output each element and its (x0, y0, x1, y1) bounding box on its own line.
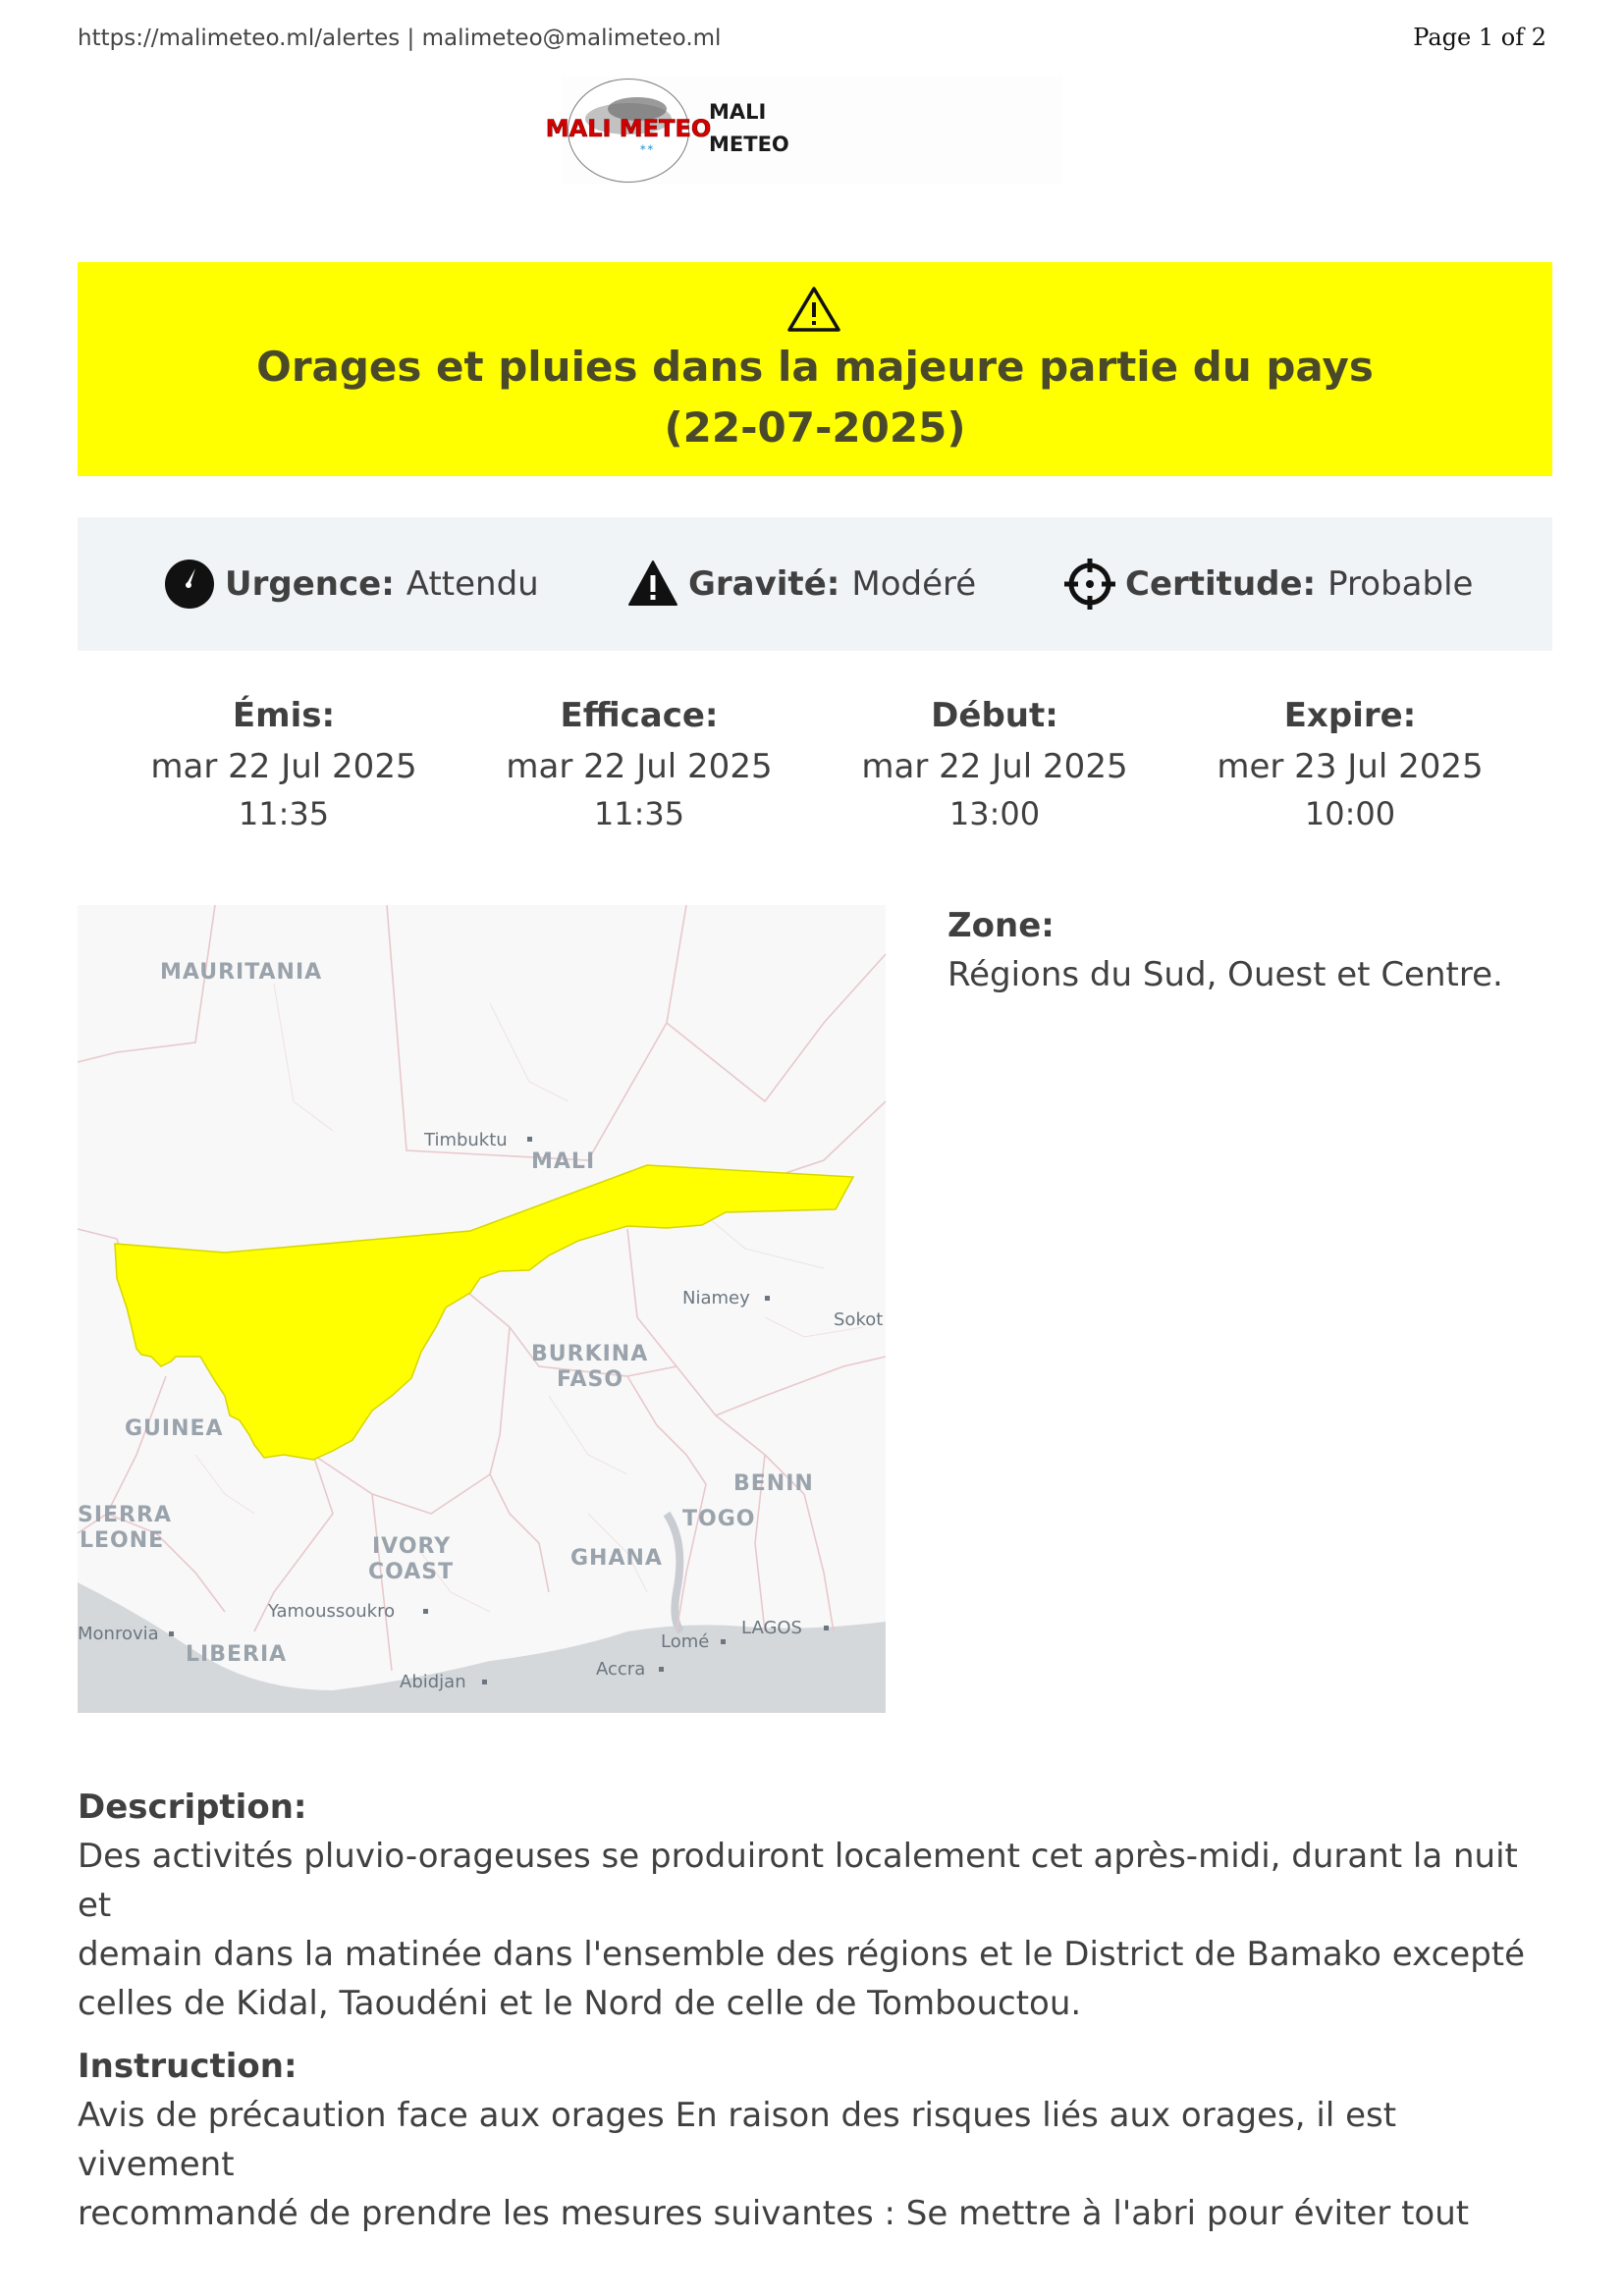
map-city-lome: Lomé (661, 1631, 710, 1652)
map-label-ivory-2: COAST (368, 1560, 455, 1584)
warning-icon (627, 559, 678, 610)
date-label: Expire: (1283, 696, 1417, 735)
severity-label: Gravité: (688, 564, 840, 604)
alert-area-polygon (115, 1165, 853, 1460)
time-value: 11:35 (593, 795, 685, 832)
map-label-benin: BENIN (733, 1471, 814, 1496)
map-label-burkina-1: BURKINA (531, 1342, 649, 1366)
map-city-sokoto: Sokot (834, 1309, 884, 1330)
map-label-togo: TOGO (682, 1507, 756, 1531)
instruction-label: Instruction: (78, 2047, 298, 2086)
map-label-sierra-1: SIERRA (78, 1503, 172, 1527)
severity-value: Modéré (851, 564, 977, 604)
map-label-ghana: GHANA (570, 1546, 663, 1571)
urgency-attribute (164, 560, 539, 609)
alert-map (78, 905, 886, 1713)
certainty-value: Probable (1327, 564, 1474, 604)
date-label: Émis: (232, 696, 336, 735)
logo-line-2: METEO (709, 133, 789, 156)
map-city-niamey: Niamey (682, 1288, 750, 1308)
warning-triangle-icon (786, 286, 841, 333)
map-label-mauritania: MAURITANIA (160, 960, 323, 985)
map-label-burkina-2: FASO (557, 1367, 624, 1392)
alert-title (78, 337, 1552, 458)
certainty-label: Certitude: (1125, 564, 1317, 604)
logo-emblem (545, 79, 712, 183)
map-city-yamoussoukro: Yamoussoukro (268, 1601, 396, 1622)
time-value: 10:00 (1304, 795, 1396, 832)
logo-emblem-text: MALI METEO (545, 115, 712, 142)
instruction-line: recommandé de prendre les mesures suivantes : Se mettre à l'abri pour éviter tout (78, 2194, 1470, 2233)
urgency-label: Urgence: (225, 564, 395, 604)
date-effective (462, 689, 816, 836)
instruction-line: Avis de précaution face aux orages En raison des risques liés aux orages, il est vivement (78, 2096, 1397, 2184)
zone-label: Zone: (947, 906, 1055, 945)
map-city-accra: Accra (596, 1659, 646, 1680)
map-label-liberia: LIBERIA (186, 1642, 288, 1667)
alert-attributes (78, 517, 1552, 651)
description-section (78, 1783, 1560, 2028)
time-value: 13:00 (948, 795, 1041, 832)
time-value: 11:35 (238, 795, 330, 832)
map-label-sierra-2: LEONE (80, 1528, 165, 1553)
map-city-abidjan: Abidjan (400, 1672, 466, 1692)
urgency-value: Attendu (406, 564, 539, 604)
alert-title-line-2: (22-07-2025) (664, 403, 966, 452)
page-number: Page 1 of 2 (1413, 24, 1546, 51)
date-value: mer 23 Jul 2025 (1217, 747, 1484, 786)
description-label: Description: (78, 1788, 307, 1827)
alert-dates (78, 689, 1552, 836)
crosshair-icon (1064, 559, 1115, 610)
logo (545, 77, 1062, 185)
description-line: celles de Kidal, Taoudéni et le Nord de celle de Tombouctou. (78, 1984, 1082, 2023)
map-city-timbuktu: Timbuktu (424, 1130, 508, 1150)
alert-title-line-1: Orages et pluies dans la majeure partie du pays (256, 343, 1374, 391)
date-expires (1173, 689, 1527, 836)
date-onset (818, 689, 1171, 836)
date-value: mar 22 Jul 2025 (150, 747, 417, 786)
alert-banner (78, 262, 1552, 476)
rain-icon: ∗∗ (639, 143, 655, 153)
date-issued (107, 689, 460, 836)
map-city-monrovia: Monrovia (78, 1624, 159, 1644)
header-contact: https://malimeteo.ml/alertes | malimeteo@malimeteo.ml (78, 26, 722, 51)
map-label-guinea: GUINEA (125, 1416, 224, 1441)
zone-section (947, 901, 1556, 999)
map-label-ivory-1: IVORY (372, 1534, 452, 1559)
description-line: Des activités pluvio-orageuses se produiront localement cet après-midi, durant la nuit et (78, 1837, 1518, 1925)
date-value: mar 22 Jul 2025 (506, 747, 773, 786)
logo-line-1: MALI (709, 100, 767, 124)
date-label: Début: (931, 696, 1058, 735)
clock-icon (164, 559, 215, 610)
logo-text (709, 96, 789, 161)
zone-value: Régions du Sud, Ouest et Centre. (947, 955, 1503, 994)
certainty-attribute (1064, 560, 1473, 609)
date-label: Efficace: (560, 696, 719, 735)
description-line: demain dans la matinée dans l'ensemble des régions et le District de Bamako excepté (78, 1935, 1526, 1974)
map-label-mali: MALI (531, 1149, 596, 1174)
date-value: mar 22 Jul 2025 (861, 747, 1128, 786)
instruction-section (78, 2042, 1560, 2238)
severity-attribute (627, 560, 976, 609)
map-city-lagos: LAGOS (741, 1618, 802, 1638)
